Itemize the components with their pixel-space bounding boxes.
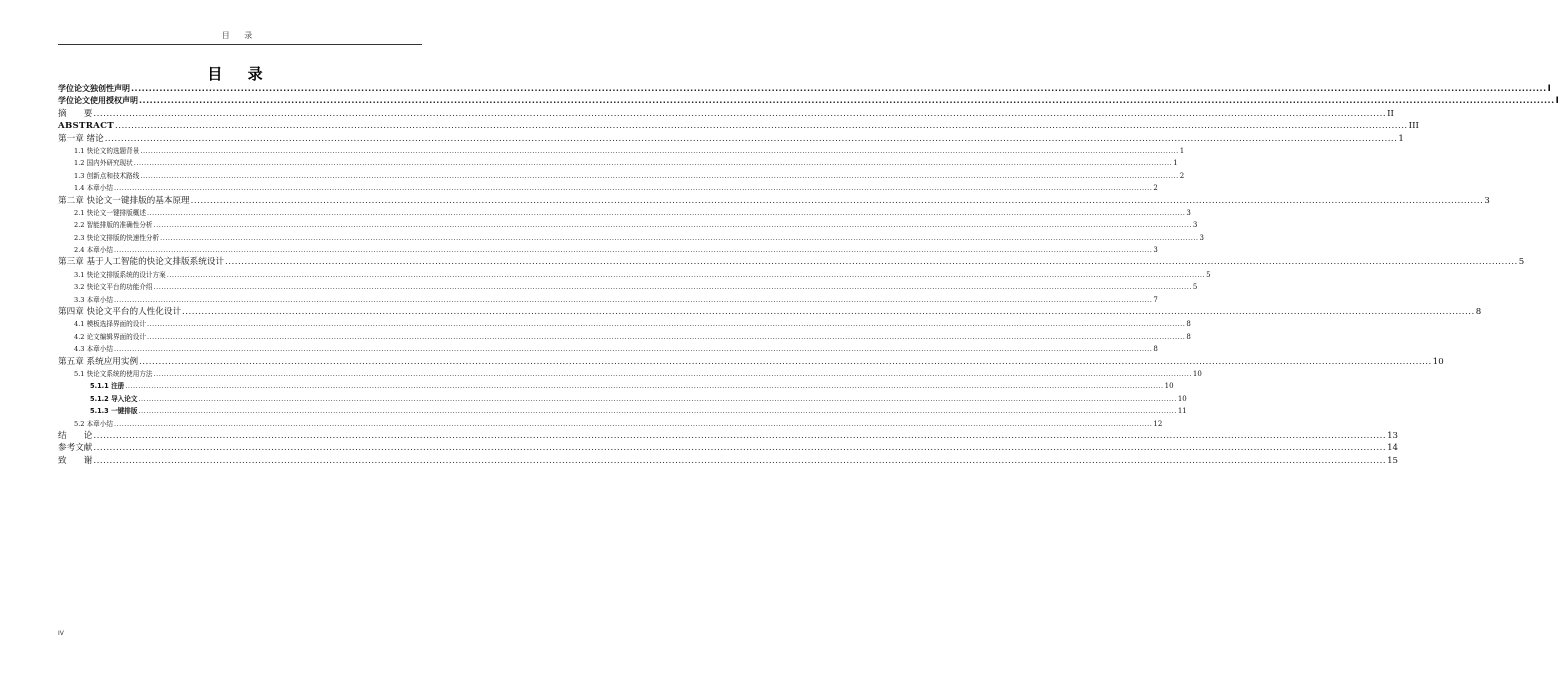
toc-entry-label: 1.1 快论文的选题背景 <box>74 146 140 155</box>
toc-entry-label: 学位论文使用授权声明 <box>58 96 138 106</box>
toc-entry-label: 4.1 模板选择界面的设计 <box>74 320 146 329</box>
toc-dot-leader: ................................................................................................................................................................................................................................................................................................................................................................................................................ <box>146 332 1186 341</box>
toc-entry-label: 4.3 本章小结 <box>74 345 113 354</box>
toc-entry[interactable] <box>58 120 1419 132</box>
toc-entry[interactable] <box>58 442 1399 454</box>
page-number: IV <box>58 630 64 637</box>
toc-dot-leader: ................................................................................................................................................................................................................................................................................................................................................................................................................ <box>113 345 1153 354</box>
toc-entry-page: 10 <box>1164 382 1174 391</box>
toc-entry[interactable] <box>58 405 1187 417</box>
toc-entry[interactable] <box>58 306 1482 318</box>
toc-dot-leader: ................................................................................................................................................................................................................................................................................................................................................................................................................ <box>139 96 1555 106</box>
toc-dot-leader: ................................................................................................................................................................................................................................................................................................................................................................................................................ <box>139 356 1432 367</box>
toc-entry-page: 12 <box>1153 419 1163 428</box>
toc-entry-label: 5.2 本章小结 <box>74 419 113 428</box>
toc-dot-leader: ................................................................................................................................................................................................................................................................................................................................................................................................................ <box>93 430 1387 441</box>
toc-entry[interactable] <box>58 133 1404 145</box>
toc-entry-page: 3 <box>1186 208 1191 217</box>
toc-entry-page: 8 <box>1186 320 1191 329</box>
toc-entry-page: 5 <box>1206 270 1211 279</box>
toc-entry-label: 5.1.2 导入论文 <box>90 394 138 403</box>
toc-entry-label: 1.3 创新点和技术路线 <box>74 171 140 180</box>
toc-entry-label: 1.4 本章小结 <box>74 184 113 193</box>
toc-dot-leader: ................................................................................................................................................................................................................................................................................................................................................................................................................ <box>113 246 1153 255</box>
toc-dot-leader: ................................................................................................................................................................................................................................................................................................................................................................................................................ <box>114 121 1408 132</box>
toc-dot-leader: ................................................................................................................................................................................................................................................................................................................................................................................................................ <box>225 257 1518 268</box>
toc-entry[interactable] <box>58 157 1178 169</box>
toc-entry[interactable] <box>58 418 1163 430</box>
toc-entry[interactable] <box>58 170 1185 182</box>
toc-entry[interactable] <box>58 269 1211 281</box>
toc-dot-leader: ................................................................................................................................................................................................................................................................................................................................................................................................................ <box>182 307 1475 318</box>
toc-entry-page: 2 <box>1153 184 1158 193</box>
toc-entry[interactable] <box>58 256 1525 268</box>
running-header: 目 录 <box>221 31 259 40</box>
toc-entry-page: I <box>1547 84 1551 94</box>
toc-entry[interactable] <box>58 343 1158 355</box>
toc-entry-label: 2.1 快论文一键排版概述 <box>74 208 146 217</box>
toc-dot-leader: ................................................................................................................................................................................................................................................................................................................................................................................................................ <box>153 369 1192 378</box>
toc-entry-label: 5.1 快论文系统的使用方法 <box>74 369 153 378</box>
toc-entry[interactable] <box>58 430 1399 442</box>
toc-entry-label: 摘 要 <box>58 108 93 119</box>
toc-dot-leader: ................................................................................................................................................................................................................................................................................................................................................................................................................ <box>153 283 1192 292</box>
toc-dot-leader: ................................................................................................................................................................................................................................................................................................................................................................................................................ <box>140 146 1179 155</box>
toc-entry-page: 3 <box>1199 233 1204 242</box>
toc-entry-label: 学位论文独创性声明 <box>58 84 130 93</box>
toc-entry[interactable] <box>58 455 1399 467</box>
toc-entry-label: 4.2 论文编辑界面的设计 <box>74 332 146 341</box>
toc-entry-page: 2 <box>1179 171 1185 180</box>
toc-entry-page: 3 <box>1153 246 1158 255</box>
toc-dot-leader: ................................................................................................................................................................................................................................................................................................................................................................................................................ <box>93 108 1387 119</box>
toc-dot-leader: ................................................................................................................................................................................................................................................................................................................................................................................................................ <box>125 382 1164 391</box>
toc-entry[interactable] <box>58 108 1394 120</box>
toc-dot-leader: ................................................................................................................................................................................................................................................................................................................................................................................................................ <box>131 84 1547 93</box>
toc-entry[interactable] <box>58 244 1158 256</box>
toc-dot-leader: ................................................................................................................................................................................................................................................................................................................................................................................................................ <box>104 133 1398 144</box>
toc-dot-leader: ................................................................................................................................................................................................................................................................................................................................................................................................................ <box>138 407 1177 416</box>
table-of-contents <box>58 83 1559 467</box>
toc-entry-label: 5.1.1 注册 <box>90 382 125 391</box>
toc-entry-label: ABSTRACT <box>58 121 114 132</box>
toc-entry[interactable] <box>58 294 1158 306</box>
toc-entry[interactable] <box>58 95 1559 107</box>
toc-entry-page: I <box>1555 96 1559 107</box>
toc-dot-leader: ................................................................................................................................................................................................................................................................................................................................................................................................................ <box>93 443 1387 454</box>
toc-entry-page: 1 <box>1398 133 1404 144</box>
toc-dot-leader: ................................................................................................................................................................................................................................................................................................................................................................................................................ <box>160 233 1199 242</box>
toc-entry-label: 2.4 本章小结 <box>74 246 113 255</box>
toc-entry-label: 第一章 绪论 <box>58 133 104 144</box>
toc-dot-leader: ................................................................................................................................................................................................................................................................................................................................................................................................................ <box>93 455 1387 466</box>
toc-entry-page: 8 <box>1475 307 1482 318</box>
toc-entry[interactable] <box>58 207 1191 219</box>
toc-entry-page: III <box>1408 121 1419 132</box>
toc-entry-label: 第二章 快论文一键排版的基本原理 <box>58 195 190 206</box>
toc-entry[interactable] <box>58 318 1191 330</box>
toc-entry-label: 5.1.3 一键排版 <box>90 407 138 416</box>
toc-entry-page: 15 <box>1387 455 1399 466</box>
toc-entry[interactable] <box>58 232 1204 244</box>
toc-entry-label: 结 论 <box>58 430 93 441</box>
toc-entry[interactable] <box>58 182 1158 194</box>
toc-entry-label: 1.2 国内外研究现状 <box>74 159 133 168</box>
toc-entry-label: 致 谢 <box>58 455 93 466</box>
toc-entry-page: 10 <box>1177 394 1187 403</box>
toc-dot-leader: ................................................................................................................................................................................................................................................................................................................................................................................................................ <box>146 208 1186 217</box>
toc-entry-page: II <box>1387 108 1394 119</box>
toc-entry-page: 7 <box>1153 295 1158 304</box>
toc-dot-leader: ................................................................................................................................................................................................................................................................................................................................................................................................................ <box>138 394 1177 403</box>
toc-entry[interactable] <box>58 145 1185 157</box>
toc-entry[interactable] <box>58 380 1174 392</box>
toc-entry-page: 5 <box>1192 283 1198 292</box>
toc-entry[interactable] <box>58 331 1191 343</box>
header-rule <box>58 44 422 45</box>
toc-entry[interactable] <box>58 368 1202 380</box>
toc-entry-label: 3.2 快论文平台的功能介绍 <box>74 283 153 292</box>
toc-dot-leader: ................................................................................................................................................................................................................................................................................................................................................................................................................ <box>133 159 1173 168</box>
toc-entry-page: 1 <box>1179 146 1185 155</box>
toc-entry-page: 11 <box>1177 407 1187 416</box>
toc-dot-leader: ................................................................................................................................................................................................................................................................................................................................................................................................................ <box>113 419 1153 428</box>
toc-entry[interactable] <box>58 281 1198 293</box>
toc-entry-label: 2.2 智能排版的准确性分析 <box>74 221 153 230</box>
toc-dot-leader: ................................................................................................................................................................................................................................................................................................................................................................................................................ <box>190 195 1484 206</box>
toc-dot-leader: ................................................................................................................................................................................................................................................................................................................................................................................................................ <box>113 184 1153 193</box>
toc-entry[interactable] <box>58 393 1187 405</box>
toc-entry-page: 10 <box>1432 356 1444 367</box>
toc-entry[interactable] <box>58 219 1198 231</box>
toc-entry-page: 14 <box>1387 443 1399 454</box>
toc-entry-label: 3.3 本章小结 <box>74 295 113 304</box>
toc-dot-leader: ................................................................................................................................................................................................................................................................................................................................................................................................................ <box>166 270 1206 279</box>
toc-entry-page: 5 <box>1518 257 1525 268</box>
toc-dot-leader: ................................................................................................................................................................................................................................................................................................................................................................................................................ <box>153 221 1192 230</box>
toc-title: 目 录 <box>207 65 273 83</box>
toc-dot-leader: ................................................................................................................................................................................................................................................................................................................................................................................................................ <box>140 171 1179 180</box>
toc-entry-label: 第五章 系统应用实例 <box>58 356 139 367</box>
toc-dot-leader: ................................................................................................................................................................................................................................................................................................................................................................................................................ <box>113 295 1153 304</box>
toc-entry-page: 3 <box>1484 195 1490 206</box>
toc-entry-label: 参考文献 <box>58 443 93 454</box>
toc-entry-page: 13 <box>1387 430 1399 441</box>
toc-entry-label: 2.3 快论文排版的快速性分析 <box>74 233 160 242</box>
toc-entry[interactable] <box>58 83 1551 95</box>
toc-dot-leader: ................................................................................................................................................................................................................................................................................................................................................................................................................ <box>146 320 1186 329</box>
toc-entry[interactable] <box>58 356 1444 368</box>
toc-entry-page: 8 <box>1186 332 1191 341</box>
toc-entry-page: 8 <box>1153 345 1158 354</box>
toc-entry-page: 3 <box>1192 221 1198 230</box>
toc-entry-label: 第四章 快论文平台的人性化设计 <box>58 307 182 318</box>
toc-entry-page: 1 <box>1173 159 1178 168</box>
toc-entry-label: 3.1 快论文排版系统的设计方案 <box>74 270 166 279</box>
toc-entry-page: 10 <box>1192 369 1202 378</box>
toc-entry-label: 第三章 基于人工智能的快论文排版系统设计 <box>58 257 225 268</box>
toc-entry[interactable] <box>58 195 1490 207</box>
